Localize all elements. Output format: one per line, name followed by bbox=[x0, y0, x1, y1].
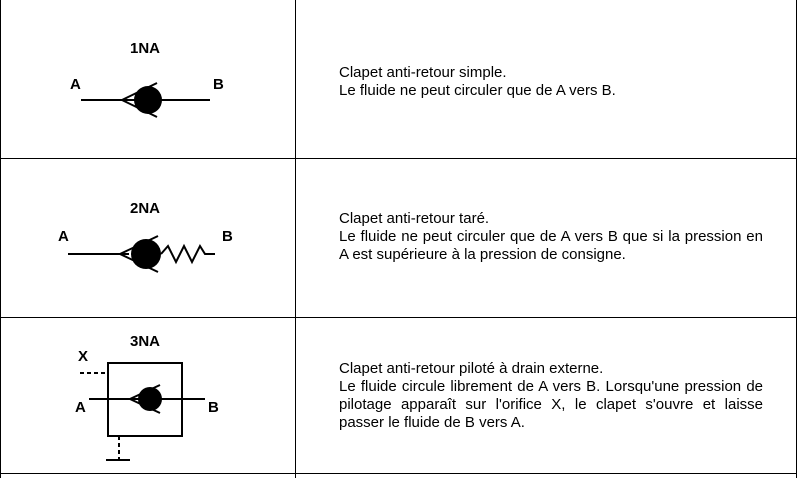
check-valve-icon bbox=[0, 0, 295, 158]
row-divider bbox=[0, 473, 797, 474]
description bbox=[339, 64, 763, 100]
check-valve-symbol bbox=[0, 0, 295, 158]
port-a-label: A bbox=[58, 228, 69, 245]
symbol-code: 3NA bbox=[130, 333, 161, 350]
port-x-label: X bbox=[78, 348, 89, 365]
port-b-label: B bbox=[208, 399, 219, 416]
description bbox=[339, 210, 763, 264]
spring-check-valve-icon bbox=[0, 158, 295, 317]
port-b-label: B bbox=[222, 228, 233, 245]
port-a-label: A bbox=[75, 399, 86, 416]
description-body: Le fluide ne peut circuler que de A vers B que si la pression en A est supérieure à la pression de consigne. bbox=[339, 228, 763, 263]
table-right-border bbox=[796, 0, 797, 478]
description-title: Clapet anti-retour simple. bbox=[339, 64, 507, 81]
description-body: Le fluide ne peut circuler que de A vers B. bbox=[339, 82, 616, 99]
description-title: Clapet anti-retour piloté à drain externe. bbox=[339, 360, 604, 377]
description-body: Le fluide circule librement de A vers B. Lorsqu'une pression de pilotage apparaît sur l'orifice X, le clapet s'ouvre et laisse passer le fluide de B vers A. bbox=[339, 378, 763, 431]
description bbox=[339, 360, 763, 432]
symbol-code: 2NA bbox=[130, 200, 161, 217]
spring-check-valve-symbol bbox=[0, 158, 295, 317]
column-divider bbox=[295, 0, 296, 478]
description-title: Clapet anti-retour taré. bbox=[339, 210, 490, 227]
port-b-label: B bbox=[213, 76, 224, 93]
symbol-code: 1NA bbox=[130, 40, 161, 57]
pilot-check-valve-symbol bbox=[0, 317, 295, 473]
port-a-label: A bbox=[70, 76, 81, 93]
